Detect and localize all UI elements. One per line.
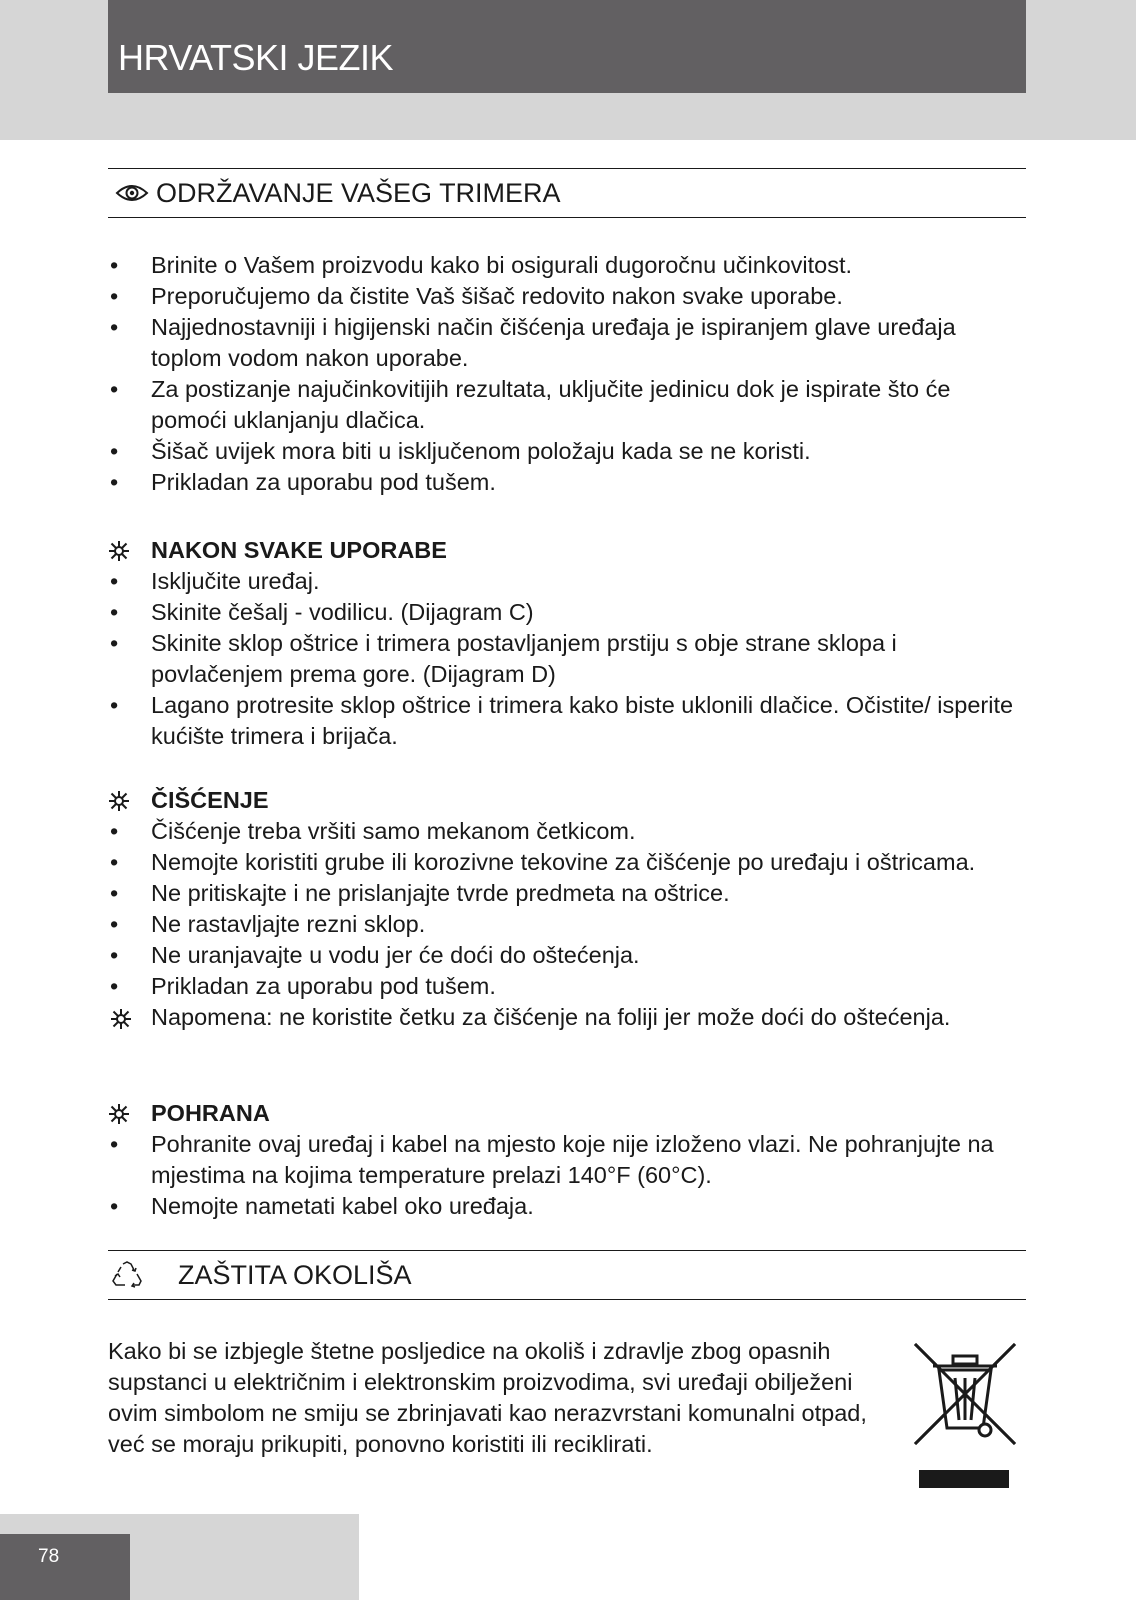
page-number: 78: [38, 1546, 60, 1567]
bullet-icon: •: [110, 818, 119, 844]
bullet-icon: •: [110, 252, 119, 278]
section-heading-environment: [108, 1250, 1026, 1300]
list-item-text: Prikladan za uporabu pod tušem.: [151, 469, 496, 495]
list-item: [108, 1129, 1026, 1191]
star-icon: [108, 790, 151, 812]
note-item: [108, 1002, 1026, 1033]
list-item-text: Čišćenje treba vršiti samo mekanom četkicom.: [151, 818, 636, 844]
list-item-text: Prikladan za uporabu pod tušem.: [151, 973, 496, 999]
note-text: Napomena: ne koristite četku za čišćenje na foliji jer može doći do oštećenja.: [151, 1004, 951, 1030]
language-header-bar: [108, 0, 1026, 93]
list-item: [108, 628, 1026, 690]
bullet-icon: •: [110, 911, 119, 937]
eye-icon: [108, 182, 156, 204]
subheading-text: NAKON SVAKE UPORABE: [151, 537, 447, 563]
after-each-use-list: [108, 566, 1026, 752]
storage-list: [108, 1129, 1026, 1222]
subheading-text: POHRANA: [151, 1100, 270, 1126]
subheading-storage: [108, 1098, 270, 1129]
list-item-text: Nemojte koristiti grube ili korozivne tekovine za čišćenje po uređaju i oštricama.: [151, 849, 976, 875]
bullet-icon: •: [110, 568, 119, 594]
list-item-text: Za postizanje najučinkovitijih rezultata, uključite jedinicu dok je ispirate što će pomoći uklanjanju dlačica.: [151, 376, 951, 433]
list-item: [108, 878, 1026, 909]
list-item: [108, 847, 1026, 878]
recycle-icon: [108, 1261, 178, 1289]
language-title: HRVATSKI JEZIK: [118, 37, 394, 78]
list-item-text: Lagano protresite sklop oštrice i trimera kako biste uklonili dlačice. Očistite/ isperite kućište trimera i brijača.: [151, 692, 1014, 749]
list-item-text: Ne pritiskajte i ne prislanjajte tvrde predmeta na oštrice.: [151, 880, 730, 906]
list-item: [108, 909, 1026, 940]
subheading-cleaning: [108, 785, 269, 816]
crossed-out-bin-icon: [913, 1342, 1017, 1493]
list-item: [108, 597, 1026, 628]
section-title: ODRŽAVANJE VAŠEG TRIMERA: [156, 177, 561, 208]
bullet-icon: •: [110, 283, 119, 309]
list-item: [108, 816, 1026, 847]
list-item-text: Skinite sklop oštrice i trimera postavljanjem prstiju s obje strane sklopa i povlačenjem prema gore. (Dijagram D): [151, 630, 897, 687]
bullet-icon: •: [110, 376, 119, 402]
list-item: [108, 566, 1026, 597]
bullet-icon: •: [110, 692, 119, 718]
list-item-text: Najjednostavniji i higijenski način čišćenja uređaja je ispiranjem glave uređaja toplom vodom nakon uporabe.: [151, 314, 956, 371]
list-item-text: Isključite uređaj.: [151, 568, 320, 594]
bullet-icon: •: [110, 314, 119, 340]
subheading-after-each-use: [108, 535, 447, 566]
list-item: [108, 281, 1026, 312]
bullet-icon: •: [110, 1193, 119, 1219]
list-item: [108, 374, 1026, 436]
section-title: ZAŠTITA OKOLIŠA: [178, 1259, 412, 1290]
section-heading-maintenance: [108, 168, 1026, 218]
bullet-icon: •: [110, 942, 119, 968]
star-icon: [108, 1103, 151, 1125]
list-item: [108, 1191, 1026, 1222]
list-item-text: Skinite češalj - vodilicu. (Dijagram C): [151, 599, 534, 625]
list-item: [108, 690, 1026, 752]
list-item: [108, 467, 1026, 498]
page-number-box: [0, 1534, 130, 1600]
bullet-icon: •: [110, 469, 119, 495]
list-item-text: Pohranite ovaj uređaj i kabel na mjesto koje nije izloženo vlazi. Ne pohranjujte na mjestima na kojima temperature prelazi 140°F (60°C).: [151, 1131, 994, 1188]
star-icon: [110, 1007, 130, 1038]
bullet-icon: •: [110, 1131, 119, 1157]
environment-paragraph: Kako bi se izbjegle štetne posljedice na okoliš i zdravlje zbog opasnih supstanci u električnim i elektronskim proizvodima, svi uređaji obilježeni ovim simbolom ne smiju se zbrinjavati kao nerazvrstani komunalni otpad, već se moraju prikupiti, ponovno koristiti ili reciklirati.: [108, 1338, 867, 1457]
list-item-text: Preporučujemo da čistite Vaš šišač redovito nakon svake uporabe.: [151, 283, 843, 309]
list-item-text: Brinite o Vašem proizvodu kako bi osigurali dugoročnu učinkovitost.: [151, 252, 853, 278]
bullet-icon: •: [110, 880, 119, 906]
star-icon: [108, 540, 151, 562]
list-item-text: Ne rastavljajte rezni sklop.: [151, 911, 426, 937]
bullet-icon: •: [110, 849, 119, 875]
list-item-text: Ne uranjavajte u vodu jer će doći do oštećenja.: [151, 942, 640, 968]
bullet-icon: •: [110, 599, 119, 625]
list-item-text: Nemojte nametati kabel oko uređaja.: [151, 1193, 534, 1219]
list-item: [108, 436, 1026, 467]
list-item: [108, 940, 1026, 971]
list-item: [108, 250, 1026, 281]
bullet-icon: •: [110, 973, 119, 999]
maintenance-list: [108, 250, 1026, 498]
bullet-icon: •: [110, 438, 119, 464]
subheading-text: ČIŠĆENJE: [151, 787, 269, 813]
list-item-text: Šišač uvijek mora biti u isključenom položaju kada se ne koristi.: [151, 438, 811, 464]
bullet-icon: •: [110, 630, 119, 656]
list-item: [108, 312, 1026, 374]
list-item: [108, 971, 1026, 1002]
cleaning-list: [108, 816, 1026, 1033]
